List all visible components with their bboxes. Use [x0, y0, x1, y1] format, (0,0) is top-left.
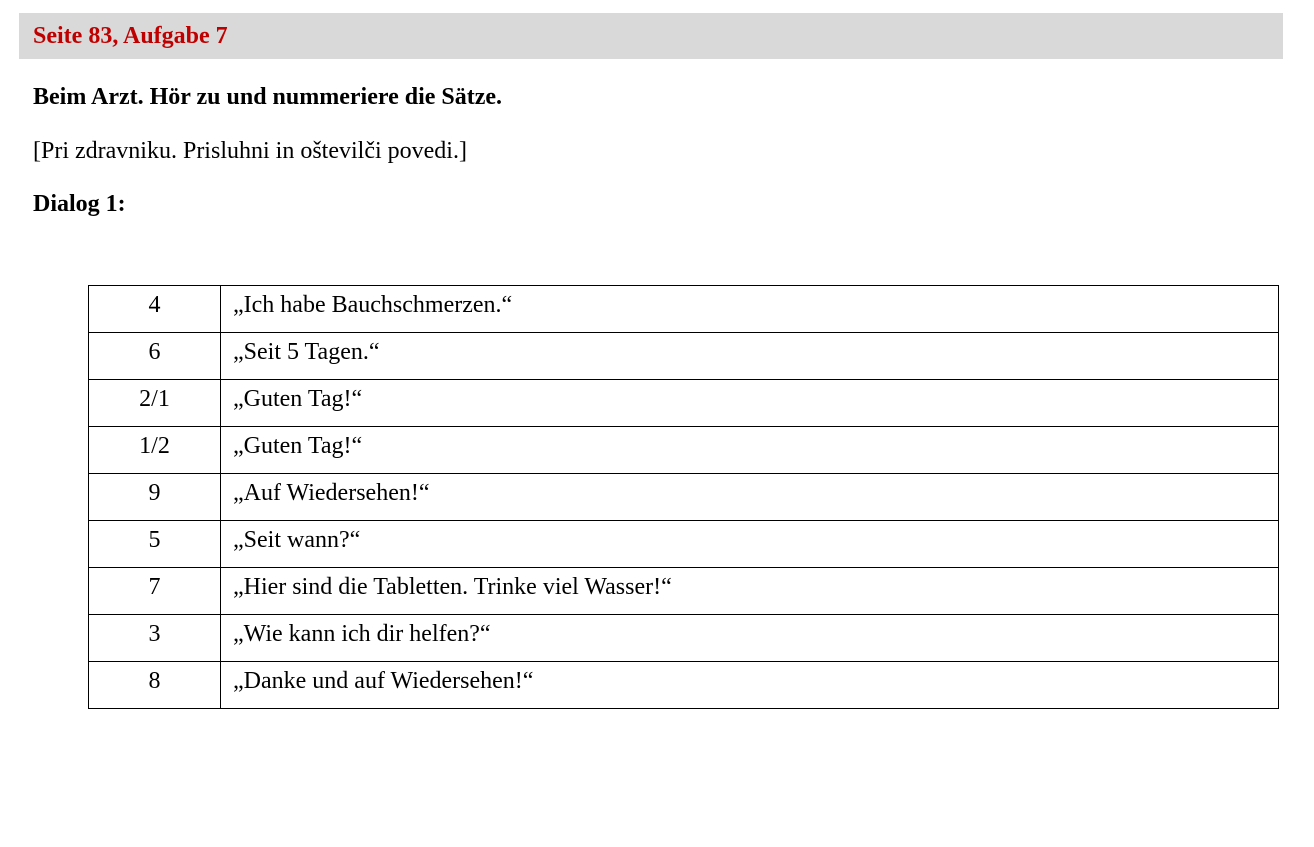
table-row: [89, 521, 1279, 568]
table-row: [89, 427, 1279, 474]
task-translation: [Pri zdravniku. Prisluhni in oštevilči povedi.]: [33, 138, 467, 164]
sentence-text: „Auf Wiedersehen!“: [221, 474, 1279, 521]
dialog-title: Dialog 1:: [33, 191, 126, 217]
table-row: [89, 286, 1279, 333]
table-row: [89, 568, 1279, 615]
section-heading: Seite 83, Aufgabe 7: [33, 23, 228, 49]
dialog-table: [88, 285, 1279, 709]
sentence-text: „Seit 5 Tagen.“: [221, 333, 1279, 380]
sentence-text: „Ich habe Bauchschmerzen.“: [221, 286, 1279, 333]
sentence-number: 4: [89, 286, 221, 333]
sentence-text: „Wie kann ich dir helfen?“: [221, 615, 1279, 662]
sentence-number: 6: [89, 333, 221, 380]
table-row: [89, 615, 1279, 662]
sentence-text: „Seit wann?“: [221, 521, 1279, 568]
sentence-number: 8: [89, 662, 221, 709]
table-row: [89, 333, 1279, 380]
sentence-text: „Danke und auf Wiedersehen!“: [221, 662, 1279, 709]
sentence-number: 5: [89, 521, 221, 568]
sentence-text: „Hier sind die Tabletten. Trinke viel Wasser!“: [221, 568, 1279, 615]
task-title: Beim Arzt. Hör zu und nummeriere die Sätze.: [33, 84, 503, 110]
table-row: [89, 662, 1279, 709]
sentence-number: 7: [89, 568, 221, 615]
sentence-number: 3: [89, 615, 221, 662]
table-row: [89, 380, 1279, 427]
sentence-number: 9: [89, 474, 221, 521]
sentence-number: 1/2: [89, 427, 221, 474]
table-row: [89, 474, 1279, 521]
sentence-text: „Guten Tag!“: [221, 427, 1279, 474]
section-heading-bar: [19, 13, 1283, 59]
sentence-number: 2/1: [89, 380, 221, 427]
sentence-text: „Guten Tag!“: [221, 380, 1279, 427]
